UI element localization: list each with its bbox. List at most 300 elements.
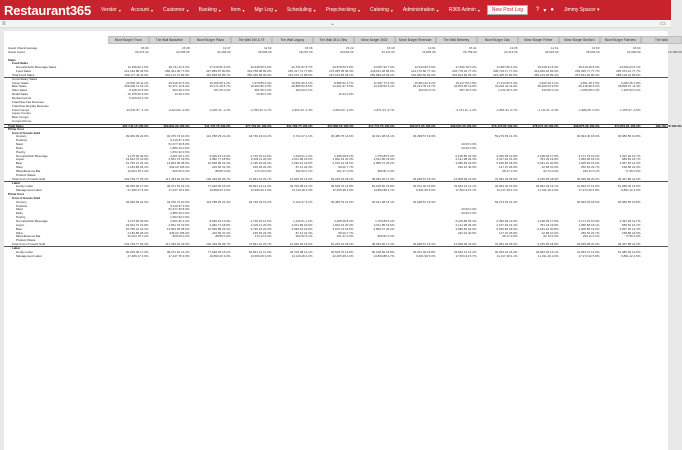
- table-cell: 15.80: [140, 46, 149, 50]
- table-cell: 427,889.87 80.8%: [206, 69, 231, 74]
- table-cell: 246.56 31.3%: [211, 230, 231, 235]
- table-cell: 355,406.58 92.6%: [247, 72, 272, 77]
- table-cell: 276,285.05 86.3%: [329, 69, 354, 74]
- table-cell: 2,108.05 17.8%: [537, 153, 559, 158]
- table-cell: 39,966.99 24.6%: [125, 134, 149, 139]
- table-cell: 16,863.22 9.2%: [414, 80, 436, 85]
- table-cell: 8,588.52 2.7%: [334, 80, 354, 85]
- table-cell: 331,783.75 100.0%: [286, 123, 313, 128]
- row-label: Grocery: [16, 199, 27, 204]
- row-label: Hourly Labor: [16, 184, 34, 189]
- table-cell: 8,926.34 13.9%: [209, 153, 231, 158]
- table-cell: 6,722.47 2.1%: [293, 199, 313, 204]
- table-cell: 4,057.35 12.3%: [619, 161, 641, 166]
- table-cell: 25,505.00: [258, 49, 272, 54]
- table-cell: 30,298.57 19.3%: [412, 176, 436, 181]
- table-cell: 202.00 0.1%: [418, 88, 436, 93]
- table-cell: 48,053.30 17.3%: [371, 176, 395, 181]
- table-cell: 2,611.85 19.9%: [373, 222, 395, 227]
- table-cell: 30,298.57 19.3%: [412, 199, 436, 204]
- report-sheet: [4, 31, 682, 450]
- chevron-down-icon: ▾: [357, 7, 360, 13]
- table-cell: 4,681.48 1.5%: [580, 80, 600, 85]
- table-cell: 2,011.89 19.0%: [291, 157, 313, 162]
- table-cell: 80.00 7.7%: [338, 165, 354, 170]
- column-header[interactable]: Move Burger 3000: [354, 36, 395, 44]
- table-cell: 20,413.00: [504, 49, 518, 54]
- table-cell: 397,744.15 100.0%: [122, 123, 149, 128]
- row-label: Management Labor: [16, 253, 43, 258]
- table-cell: 50,108.50 15.8%: [371, 249, 395, 254]
- table-cell: 15.04: [632, 46, 641, 50]
- table-cell: 32,370.73 10.0%: [166, 199, 190, 204]
- column-header[interactable]: Move Burger Riverside: [395, 36, 436, 44]
- column-header[interactable]: The Wall Berkeley: [436, 36, 477, 44]
- column-header[interactable]: Move Burger Oak: [477, 36, 518, 44]
- table-cell: 40,021.38 16.1%: [371, 134, 395, 139]
- table-cell: 246,811.28 86.6%: [370, 69, 395, 74]
- table-cell: 903.30 0.2%: [172, 88, 190, 93]
- table-cell: 14,865.00: [422, 49, 436, 54]
- table-cell: 1,654.32 0.5%: [170, 215, 190, 220]
- table-cell: 25,418.98 8.3%: [578, 84, 600, 89]
- column-header[interactable]: The Wall 45 & Oths: [313, 36, 354, 44]
- table-cell: 159,177.48 11.9%: [124, 72, 149, 77]
- column-header[interactable]: The Wall: [641, 36, 682, 44]
- table-cell: 70,081.33 25.6%: [494, 242, 518, 247]
- table-cell: 1,880.19 0.6%: [170, 145, 190, 150]
- table-cell: 13.91: [427, 46, 436, 50]
- table-cell: 30,072.02 15.8%: [412, 184, 436, 189]
- table-cell: 52,225.61 18.2%: [330, 242, 354, 247]
- table-cell: 297,163.65 93.1%: [329, 72, 354, 77]
- table-cell: 8,345.23 5.0%: [129, 88, 149, 93]
- table-cell: 309,697.30 100.0%: [450, 123, 477, 128]
- row-label: Wine: [16, 165, 23, 170]
- table-cell: 147.97 26.8%: [498, 230, 518, 235]
- table-cell: 50,108.50 15.8%: [371, 184, 395, 189]
- row-label: Liquor: [16, 222, 25, 227]
- table-cell: 307,880.52 100.0%: [327, 123, 354, 128]
- table-cell: 11,936.60 1.6%: [127, 65, 149, 70]
- nav-scheduling[interactable]: [282, 7, 321, 13]
- table-cell: 557.25 0.2%: [459, 88, 477, 93]
- nav-r365-admin[interactable]: [444, 7, 485, 13]
- column-header[interactable]: Move Burger Trucn: [108, 36, 149, 44]
- table-cell: 23.60 0.0%: [461, 207, 477, 212]
- table-cell: 9,891.42 2.6%: [621, 188, 641, 193]
- table-cell: 40,021.38 16.1%: [371, 199, 395, 204]
- table-cell: 809.81 0.3%: [377, 234, 395, 239]
- table-cell: 11,997.73 4.3%: [373, 80, 395, 85]
- row-label: Meat: [16, 142, 23, 147]
- user-name: Jimmy Spacer: [563, 7, 596, 13]
- table-cell: 250.54 23.7%: [580, 230, 600, 235]
- row-label: Miscellaneous Bar: [16, 169, 41, 173]
- table-cell: 22.68 10.0%: [541, 165, 559, 170]
- table-cell: 48,271.51 13.1%: [166, 249, 190, 254]
- user-menu[interactable]: Jimmy Spacer ▾: [563, 7, 600, 13]
- table-cell: 1,654.32 0.5%: [170, 149, 190, 154]
- table-cell: 6,082.35 1.8%: [621, 80, 641, 85]
- nav-label: Item: [230, 7, 241, 13]
- table-cell: 5,109.00 3.1%: [129, 95, 149, 100]
- table-cell: 20,878.60 6.8%: [332, 65, 354, 70]
- row-label: Liquor Sales: [12, 80, 29, 85]
- table-cell: 787.25 0.2%: [213, 88, 231, 93]
- table-cell: 189,164.78 100.0%: [655, 123, 682, 128]
- nav-catering[interactable]: [365, 7, 398, 13]
- table-cell: 31,071.13 8.6%: [168, 84, 190, 89]
- nav-mgr-log[interactable]: [250, 7, 282, 13]
- table-cell: 826.53 0.2%: [172, 169, 190, 173]
- nav-label: Catering: [369, 7, 389, 13]
- table-cell: 511,737.76 100.0%: [204, 123, 231, 128]
- table-cell: 20,648.50 6.6%: [250, 65, 272, 70]
- table-cell: 239,395.77 77.7%: [575, 69, 600, 74]
- table-cell: 141,176.80 77.4%: [411, 69, 436, 74]
- table-cell: 12,913.80 6.6%: [414, 65, 436, 70]
- table-cell: 14,687.80 4.0%: [496, 65, 518, 70]
- table-cell: 781.43 19.8%: [539, 157, 559, 162]
- row-label: Beer: [16, 226, 23, 231]
- table-cell: 259,899.18 94.2%: [370, 72, 395, 77]
- table-cell: 17,653.44 5.7%: [455, 253, 477, 258]
- table-cell: 264,624.82 83.4%: [452, 72, 477, 77]
- row-label: Product Waste: [16, 238, 36, 243]
- column-header[interactable]: Move Burger Bedford: [559, 36, 600, 44]
- table-cell: 48,271.51 13.1%: [166, 184, 190, 189]
- table-cell: 51,677.39 8.9%: [168, 207, 190, 212]
- column-header[interactable]: The Wall Backwide: [149, 36, 190, 44]
- table-cell: 6,105.80 29.4%: [455, 153, 477, 158]
- column-header[interactable]: The Wall 195 & 79: [231, 36, 272, 44]
- row-label: Total Sales: [8, 123, 24, 128]
- table-cell: 30,994.30 18.0%: [576, 134, 600, 139]
- table-cell: 19,890.03 3.9%: [209, 253, 231, 258]
- table-cell: 10.44 0.0%: [338, 92, 354, 97]
- table-cell: 232.16 40.5%: [457, 165, 477, 170]
- table-cell: 5,110.37 2.0%: [170, 138, 190, 143]
- table-cell: 51,755.21 24.4%: [125, 161, 149, 166]
- help-icon[interactable]: ?: [535, 7, 540, 13]
- table-cell: 23,111.00: [381, 49, 395, 54]
- table-cell: 3,171.79 10.6%: [578, 218, 600, 223]
- table-cell: 51,085.30 13.6%: [617, 184, 641, 189]
- table-cell: 17,213.60 6.3%: [496, 80, 518, 85]
- table-cell: 11,217.48 4.1%: [496, 253, 518, 258]
- table-cell: 22,752.97 8.7%: [291, 65, 313, 70]
- table-cell: 9,601.96 5.0%: [416, 188, 436, 193]
- table-cell: 46,093.44 16.9%: [494, 249, 518, 254]
- table-cell: 41,963.47 14.0%: [576, 249, 600, 254]
- row-label: Wine Sales: [12, 88, 28, 93]
- row-label: Guest Count: [8, 49, 25, 54]
- sub-toolbar: [0, 20, 671, 28]
- row-label: Hourly Labor: [16, 249, 34, 254]
- table-cell: 3,082.77 18.8%: [209, 157, 231, 162]
- nav-account[interactable]: [126, 7, 158, 13]
- table-cell: 4,551.76 19.5%: [168, 157, 190, 162]
- table-cell: 7,105.50 0.2%: [621, 88, 641, 93]
- nav-item[interactable]: [226, 7, 250, 13]
- row-label: Non-alcoholic Beverage Sales: [16, 65, 57, 70]
- table-cell: 68.17 0.0%: [502, 234, 518, 239]
- table-cell: 1,753.89 5.2%: [375, 153, 395, 158]
- table-cell: 246,778.04 77.2%: [452, 69, 477, 74]
- page-icon[interactable]: ▭: [660, 21, 666, 27]
- row-label: Non-alcoholic Beverage: [16, 218, 48, 223]
- table-cell: 949.00 105.0%: [169, 165, 190, 170]
- table-cell: 27,841.10 23.7%: [248, 176, 272, 181]
- row-label: Produce: [16, 203, 28, 208]
- table-cell: 9,601.96 5.0%: [416, 253, 436, 258]
- table-cell: 14,108.50 5.1%: [373, 84, 395, 89]
- table-cell: 27,841.10 23.7%: [248, 242, 272, 247]
- table-cell: 103,739.77 25.3%: [124, 176, 149, 181]
- table-cell: 2,184.86 26.2%: [127, 230, 149, 235]
- table-cell: 2,011.89 19.0%: [291, 222, 313, 227]
- nav-banking[interactable]: [194, 7, 226, 13]
- table-cell: 46,093.44 16.9%: [494, 184, 518, 189]
- collapse-chevron-icon[interactable]: ⌄: [330, 21, 336, 27]
- table-cell: 165.63 24.3%: [252, 230, 272, 235]
- chevron-down-icon: ▾: [390, 7, 393, 13]
- chevron-down-icon: ▾: [186, 7, 189, 13]
- nav-vendor[interactable]: [96, 7, 126, 13]
- table-cell: 216.95 0.1%: [541, 88, 559, 93]
- table-cell: 334,758.08 86.0%: [247, 69, 272, 74]
- table-cell: 267,814.26 86.0%: [575, 72, 600, 77]
- table-cell: 41,963.47 14.0%: [576, 184, 600, 189]
- app-logo[interactable]: Restaurant365: [4, 2, 91, 18]
- table-cell: 141,140.88 36.5%: [124, 69, 149, 74]
- table-cell: 1,050.68 18.1%: [578, 222, 600, 227]
- table-cell: 51,755.21 24.4%: [125, 226, 149, 231]
- table-cell: 17,447.78 4.8%: [168, 188, 190, 193]
- table-cell: 14,110.48 4.3%: [291, 188, 313, 193]
- row-label: Dairy: [16, 211, 24, 216]
- table-cell: 27,489.17 6.9%: [127, 188, 149, 193]
- row-label: Beer: [16, 161, 23, 166]
- table-cell: 45,485.75 14.6%: [330, 199, 354, 204]
- table-cell: 88.85 0.0%: [215, 169, 231, 173]
- table-cell: 1,012.25 0.4%: [498, 88, 518, 93]
- table-cell: 2,856.37 20.2%: [373, 161, 395, 166]
- table-cell: -3,424.62 -0.9%: [168, 107, 190, 112]
- table-cell: 226.11 0.1%: [582, 234, 600, 239]
- table-cell: 39,966.99 24.6%: [125, 199, 149, 204]
- table-cell: 17,846.78 6.2%: [455, 65, 477, 70]
- table-cell: 20,532.46 11.1%: [126, 80, 149, 85]
- table-cell: 101.37 0.0%: [336, 234, 354, 239]
- table-cell: 2,285.08 8.2%: [334, 153, 354, 158]
- table-cell: 1,753.89 5.2%: [375, 218, 395, 223]
- report-rows: [4, 46, 682, 258]
- table-cell: 2,670.13 18.5%: [332, 161, 354, 166]
- table-cell: 3,082.77 18.8%: [209, 222, 231, 227]
- table-cell: 23.69 0.0%: [461, 145, 477, 150]
- top-icons: [534, 7, 556, 14]
- table-cell: 30,994.30 18.0%: [576, 199, 600, 204]
- table-cell: 22,055.00: [176, 49, 190, 54]
- table-cell: 147.97 26.8%: [498, 165, 518, 170]
- table-cell: 28,418.49 8.3%: [578, 65, 600, 70]
- table-cell: 26,880.52 8.5%: [291, 84, 313, 89]
- table-cell: 158.86 22.5%: [621, 230, 641, 235]
- table-cell: 39,467.86 21.0%: [617, 242, 641, 247]
- table-cell: 25,063.00: [586, 49, 600, 54]
- table-cell: 226.11 0.1%: [582, 169, 600, 173]
- table-cell: 19,651.66 6.2%: [291, 80, 313, 85]
- column-header[interactable]: The Wall Legacy: [272, 36, 313, 44]
- table-cell: 378,071.30 100.0%: [532, 123, 559, 128]
- row-label: Product Waste: [16, 172, 36, 177]
- table-cell: 103,739.77 25.3%: [124, 242, 149, 247]
- column-header[interactable]: Move Burger Fairview: [600, 36, 641, 44]
- table-cell: 15.08: [181, 46, 190, 50]
- chevron-down-icon[interactable]: ▾: [543, 7, 547, 14]
- table-cell: 6,181.16 20.8%: [537, 161, 559, 166]
- table-cell: 949.00 105.0%: [169, 230, 190, 235]
- row-label: Total Cost of Goods Sold: [12, 176, 46, 181]
- table-cell: 77.96 0.0%: [625, 169, 641, 173]
- table-cell: 20,731.11 6.0%: [168, 65, 190, 70]
- nav-label: Vendor: [101, 7, 117, 13]
- table-cell: 280,441.36 77.8%: [165, 69, 190, 74]
- row-label: Comps-Promo: [12, 119, 32, 124]
- table-cell: 51,085.30 13.6%: [617, 249, 641, 254]
- table-cell: 2,611.85 19.9%: [373, 157, 395, 162]
- nav-administration[interactable]: [398, 7, 444, 13]
- chevron-down-icon: ▾: [274, 7, 277, 13]
- table-cell: 13.63: [591, 46, 600, 50]
- table-cell: 30,072.02 15.8%: [412, 249, 436, 254]
- table-cell: 1,678.85 0.4%: [252, 80, 272, 85]
- table-cell: 77,648.35 15.2%: [207, 184, 231, 189]
- table-cell: 10,004.78 1.2%: [127, 169, 149, 173]
- table-cell: 136,449.65 26.7%: [206, 242, 231, 247]
- chevron-down-icon: ▾: [313, 7, 316, 13]
- table-cell: 1,240.51 1.2%: [293, 218, 313, 223]
- table-row: [4, 255, 668, 259]
- table-cell: -1,891.34 -0.7%: [496, 107, 518, 112]
- row-label: Guest Check Average: [8, 46, 38, 50]
- table-cell: 88.85 0.0%: [215, 234, 231, 239]
- table-cell: 223,405.97 81.6%: [493, 72, 518, 77]
- table-cell: 15.36: [304, 46, 313, 50]
- table-cell: 374,851.81 100.0%: [614, 123, 641, 128]
- nav-label: Customer: [162, 7, 185, 13]
- main-menu: [96, 7, 485, 13]
- table-cell: 30,986.55 10.8%: [617, 199, 641, 204]
- table-cell: 826.53 0.2%: [172, 234, 190, 239]
- table-cell: 17,447.78 4.8%: [168, 253, 190, 258]
- row-label: Cost of Goods Sold: [12, 195, 40, 200]
- chevron-down-icon: ▾: [150, 7, 153, 13]
- table-cell: 15.41: [468, 46, 477, 50]
- table-cell: 3,497.29 13.7%: [619, 153, 641, 158]
- table-cell: 8,926.34 13.9%: [209, 218, 231, 223]
- table-cell: -1,711.01 -0.4%: [537, 107, 559, 112]
- table-cell: 377,761.81 100.0%: [245, 123, 272, 128]
- table-cell: 45,529.70 14.8%: [330, 184, 354, 189]
- table-cell: 2,333.11 20.3%: [250, 157, 272, 162]
- table-cell: 288,128.24 83.8%: [616, 72, 641, 77]
- chevron-down-icon: ▾: [218, 7, 221, 13]
- row-label: Dairy: [16, 145, 24, 150]
- table-cell: 4,601.56 1.2%: [170, 218, 190, 223]
- table-cell: 136,449.65 26.7%: [206, 176, 231, 181]
- table-cell: 26,759.00: [463, 49, 477, 54]
- chevron-down-icon: ▾: [477, 7, 480, 13]
- table-cell: 26,616.00: [545, 49, 559, 54]
- table-cell: 113,788.25 21.4%: [206, 134, 231, 139]
- table-cell: 15.18: [386, 46, 395, 50]
- table-cell: 15,217.06 4.8%: [455, 80, 477, 85]
- table-cell: 445,568.52 85.7%: [206, 72, 231, 77]
- table-cell: 10,596.89 23.4%: [207, 226, 231, 231]
- user-icon[interactable]: ●: [550, 7, 554, 13]
- column-header[interactable]: Move Burger Plaza: [190, 36, 231, 44]
- row-label: Prime Cost: [8, 192, 24, 197]
- row-label: Liquor Comps: [12, 111, 31, 116]
- nav-prepchecking[interactable]: [321, 7, 365, 13]
- table-cell: 11,011.49 2.9%: [537, 188, 559, 193]
- table-cell: 2,350.05 12.8%: [496, 218, 518, 223]
- table-cell: 269,006.11 16.1%: [124, 84, 149, 89]
- table-cell: -1,786.37 -0.5%: [619, 107, 641, 112]
- row-label: Retail Sales: [12, 92, 29, 97]
- table-cell: 87.41 24.3%: [295, 230, 313, 235]
- row-label: Food Sales: [12, 61, 29, 66]
- table-cell: 208,718.17 77.6%: [493, 69, 518, 74]
- column-header[interactable]: Move Burger Fether: [518, 36, 559, 44]
- table-cell: 190,671.95 100.0%: [409, 123, 436, 128]
- table-cell: 23.60 0.0%: [461, 142, 477, 147]
- table-cell: 17,653.44 5.7%: [455, 188, 477, 193]
- table-cell: 1,005.56 16.6%: [578, 226, 600, 231]
- table-cell: 32,370.73 10.0%: [166, 134, 190, 139]
- new-post-log-button[interactable]: New Post Log: [487, 5, 528, 15]
- table-cell: 13,450.29 3.6%: [250, 253, 272, 258]
- table-cell: 22.68 10.0%: [541, 230, 559, 235]
- hamburger-menu-icon[interactable]: ≡: [2, 21, 6, 27]
- table-cell: 23.95 0.0%: [256, 92, 272, 97]
- nav-customer[interactable]: [158, 7, 194, 13]
- table-cell: 9,155.05 18.9%: [537, 176, 559, 181]
- table-cell: 101.37 0.0%: [336, 169, 354, 173]
- nav-label: Scheduling: [286, 7, 312, 13]
- table-cell: -1,686.05 -0.6%: [578, 107, 600, 112]
- table-cell: 38,406.04 9.5%: [537, 84, 559, 89]
- table-cell: 12,405.38 4.0%: [332, 253, 354, 258]
- table-cell: 781.43 19.8%: [539, 222, 559, 227]
- table-cell: 11,011.49 2.9%: [537, 253, 559, 258]
- table-cell: 158.86 22.5%: [621, 165, 641, 170]
- table-cell: 154,090.60 84.0%: [411, 72, 436, 77]
- table-cell: 77,648.35 15.2%: [207, 249, 231, 254]
- table-cell: 12,945.23 13.9%: [289, 176, 313, 181]
- table-cell: 275,070.71 86.5%: [288, 72, 313, 77]
- table-cell: 13,803.95 28.6%: [166, 226, 190, 231]
- table-cell: 232.16 40.5%: [457, 230, 477, 235]
- table-cell: 52,841.14 14.0%: [248, 184, 272, 189]
- table-cell: 681.50 0.2%: [254, 88, 272, 93]
- row-label: Total Food Sales: [12, 72, 35, 77]
- row-label: Grocery: [16, 134, 27, 139]
- table-cell: 49,662.03 13.1%: [535, 249, 559, 254]
